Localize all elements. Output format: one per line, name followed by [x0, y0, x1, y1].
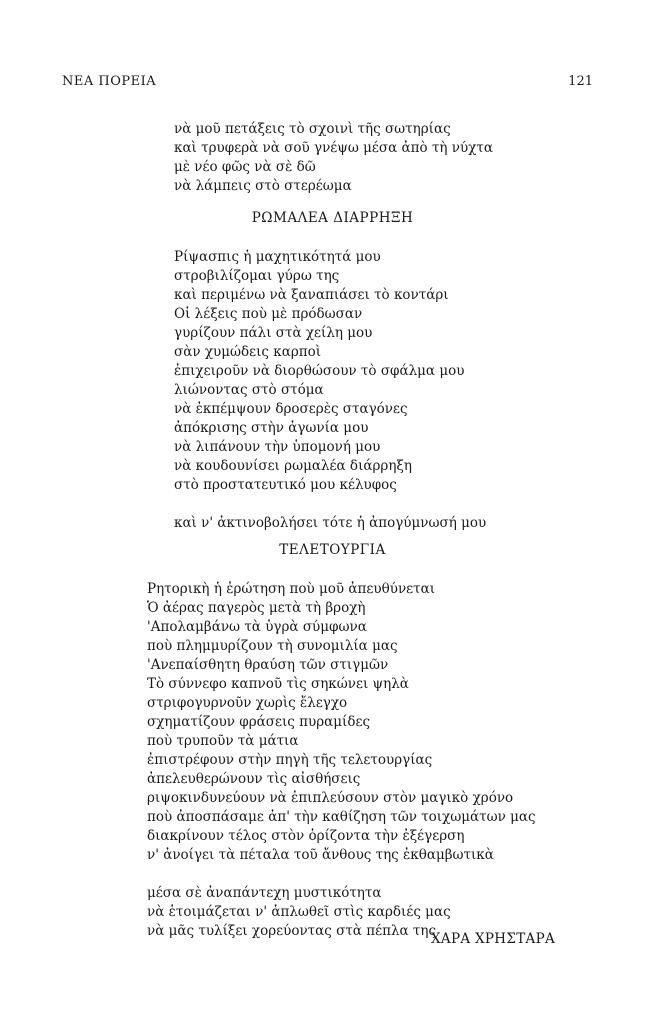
poem-line: ποὺ πλημμυρίζουν τὴ συνομιλία μας	[147, 638, 398, 654]
poem-line: στριφογυρνοῦν χωρὶς ἔλεγχο	[147, 695, 348, 711]
poem-title: ΡΩΜΑΛΕΑ ΔΙΑΡΡΗΞΗ	[251, 210, 414, 226]
running-header-journal: ΝΕΑ ΠΟΡΕΙΑ	[62, 74, 157, 89]
poem-line: ἀπόκρισης στὴν ἀγωνία μου	[174, 420, 369, 436]
poem-line: νὰ ἑτοιμάζεται ν' ἁπλωθεῖ στὶς καρδιές μας	[147, 904, 451, 920]
poem-line: 'Ανεπαίσθητη θραύση τῶν στιγμῶν	[147, 657, 389, 673]
poem-line: γυρίζουν πάλι στὰ χείλη μου	[174, 325, 373, 341]
author-name: ΧΑΡΑ ΧΡΗΣΤΑΡΑ	[431, 931, 555, 947]
poem-continuation	[174, 120, 493, 196]
poem-line: Τὸ σύννεφο καπνοῦ τὶς σηκώνει ψηλὰ	[147, 676, 409, 692]
poem-line: Οἱ λέξεις ποὺ μὲ πρόδωσαν	[174, 306, 363, 322]
poem-line: νὰ ἐκπέμψουν δροσερὲς σταγόνες	[174, 401, 408, 417]
poem-line: νὰ μοῦ πετάξεις τὸ σχοινὶ τῆς σωτηρίας	[174, 121, 451, 137]
stanza-break	[147, 865, 536, 884]
poem-line: σχηματίζουν φράσεις πυραμίδες	[147, 714, 371, 730]
stanza-break	[174, 495, 486, 514]
poem-line: στροβιλίζομαι γύρω της	[174, 268, 340, 284]
poem-line: Ὁ ἀέρας παγερὸς μετὰ τὴ βροχὴ	[147, 600, 366, 616]
poem-line: νὰ λάμπεις στὸ στερέωμα	[174, 178, 352, 194]
poem-line: ἐπιχειροῦν νὰ διορθώσουν τὸ σφάλμα μου	[174, 363, 465, 379]
poem-line: νὰ λιπάνουν τὴν ὑπομονή μου	[174, 439, 381, 455]
poem-line: ἀπελευθερώνουν τὶς αἰσθήσεις	[147, 771, 361, 787]
poem-line: ριψοκινδυνεύουν νὰ ἐπιπλεύσουν στὸν μαγικὸ χρόνο	[147, 790, 514, 806]
poem-line: νὰ μᾶς τυλίξει χορεύοντας στὰ πέπλα της	[147, 923, 437, 939]
poem-line: καὶ ν' ἀκτινοβολήσει τότε ἡ ἀπογύμνωσή μου	[174, 515, 487, 531]
poem-line: μὲ νέο φῶς νὰ σὲ δῶ	[174, 159, 316, 175]
page-number: 121	[568, 74, 593, 89]
poem-line: Ρίψασπις ἡ μαχητικότητά μου	[174, 249, 381, 265]
poem-line: ποὺ ἀποσπάσαμε ἀπ' τὴν καθίζηση τῶν τοιχωμάτων μας	[147, 809, 536, 825]
poem-body	[174, 248, 486, 533]
poem-line: μέσα σὲ ἀναπάντεχη μυστικότητα	[147, 885, 382, 901]
poem-line: σὰν χυμώδεις καρποὶ	[174, 344, 322, 360]
poem-title: ΤΕΛΕΤΟΥΡΓΙΑ	[279, 542, 386, 558]
poem-line: ν' ἀνοίγει τὰ πέταλα τοῦ ἄνθους της ἐκθαμβωτικὰ	[147, 847, 494, 863]
poem-line: 'Απολαμβάνω τὰ ὑγρὰ σύμφωνα	[147, 619, 367, 635]
poem-line: λιώνοντας στὸ στόμα	[174, 382, 324, 398]
poem-line: νὰ κουδουνίσει ρωμαλέα διάρρηξη	[174, 458, 412, 474]
poem-line: καὶ περιμένω νὰ ξαναπιάσει τὸ κοντάρι	[174, 287, 449, 303]
poem-line: καὶ τρυφερὰ νὰ σοῦ γνέψω μέσα ἀπὸ τὴ νύχτα	[174, 140, 493, 156]
poem-body	[147, 580, 536, 941]
poem-line: στὸ προστατευτικό μου κέλυφος	[174, 477, 397, 493]
poem-line: ἐπιστρέφουν στὴν πηγὴ τῆς τελετουργίας	[147, 752, 433, 768]
poem-line: διακρίνουν τέλος στὸν ὁρίζοντα τὴν ἐξέγερση	[147, 828, 465, 844]
poem-line: ποὺ τρυποῦν τὰ μάτια	[147, 733, 299, 749]
poem-line: Ρητορικὴ ἡ ἐρώτηση ποὺ μοῦ ἀπευθύνεται	[147, 581, 436, 597]
